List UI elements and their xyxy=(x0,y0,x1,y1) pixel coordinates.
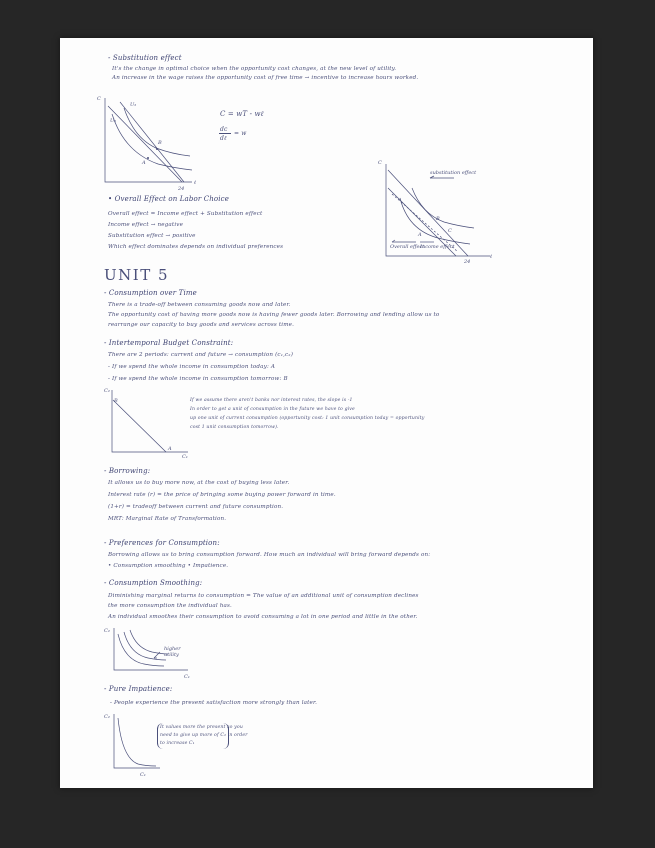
graph2-c-label: C xyxy=(378,160,382,166)
consumption-time-line-2: The opportunity cost of having more goods now is having fewer goods later. Borrowing and lending allow us to xyxy=(108,312,440,318)
impatience-note-line-1: It values more the present so you xyxy=(160,725,243,730)
budget-constraint-graph xyxy=(104,386,189,460)
budget-note-line-3: up one unit of current consumption (opportunity cost: 1 unit consumption today = opportunity xyxy=(190,416,425,421)
overall-line-4: Which effect dominates depends on individual preferences xyxy=(108,244,284,250)
budget-heading: - Intertemporal Budget Constraint: xyxy=(104,339,234,347)
borrowing-line-1: It allows us to buy more now, at the cost of buying less later. xyxy=(108,480,290,486)
smoothing-heading: - Consumption Smoothing: xyxy=(104,579,203,587)
consumption-time-line-1: There is a trade-off between consuming goods now and later. xyxy=(108,302,291,308)
graph1-l-label: ℓ xyxy=(194,180,197,186)
budget-note-line-4: cost 1 unit consumption tomorrow). xyxy=(190,425,279,430)
graph5-c1-label: C₁ xyxy=(140,772,146,778)
graph2-a-label: A xyxy=(418,232,422,238)
impatience-graph xyxy=(104,710,164,780)
graph4-higher-label: higher xyxy=(164,646,181,652)
graph3-a-label: A xyxy=(168,446,172,452)
graph4-c1-label: C₁ xyxy=(184,674,190,680)
smoothing-line-3: An individual smoothes their consumption to avoid consuming a lot in one period and little in the other. xyxy=(108,614,418,620)
formula-dc: dc xyxy=(220,126,228,133)
impatience-heading: - Pure Impatience: xyxy=(104,685,173,693)
smoothing-line-1: Diminishing marginal returns to consumption = The value of an additional unit of consumption declines xyxy=(108,593,419,599)
graph1-c-label: C xyxy=(97,96,101,102)
preferences-line-2: • Consumption smoothing • Impatience. xyxy=(108,563,229,569)
graph2-income-label: Income effect xyxy=(420,244,455,250)
graph2-overall-label: Overall effect xyxy=(390,244,425,250)
preferences-line-1: Borrowing allows us to bring consumption forward. How much an individual will bring forward depends on: xyxy=(108,552,431,558)
graph2-l-label: ℓ xyxy=(490,254,493,260)
borrowing-line-2: Interest rate (r) = the price of bringing some buying power forward in time. xyxy=(108,492,336,498)
unit-title: UNIT 5 xyxy=(104,266,170,284)
overall-heading: • Overall Effect on Labor Choice xyxy=(108,195,230,203)
graph3-b-label: B xyxy=(114,398,118,404)
overall-effect-graph xyxy=(378,158,493,263)
formula-dl: dℓ xyxy=(220,135,227,142)
impatience-note-line-2: need to give up more of C₂ in order xyxy=(160,733,248,738)
graph3-c2-label: C₂ xyxy=(104,388,110,394)
smoothing-line-2: the more consumption the individual has. xyxy=(108,603,232,609)
overall-line-1: Overall effect = Income effect + Substitution effect xyxy=(108,211,263,217)
graph1-24-label: 24 xyxy=(178,186,185,192)
borrowing-line-4: MRT: Marginal Rate of Transformation. xyxy=(108,516,227,522)
graph4-c2-label: C₂ xyxy=(104,628,110,634)
graph2-substitution-label: substitution effect xyxy=(430,170,477,176)
graph2-c-point-label: C xyxy=(448,228,452,234)
graph1-b-label: B xyxy=(158,140,162,146)
formula-line-1: C = wT - wℓ xyxy=(220,110,264,118)
formula-rhs: = w xyxy=(234,130,247,137)
substitution-heading: - Substitution effect xyxy=(108,54,182,62)
smoothing-graph xyxy=(104,624,199,679)
substitution-line-2: An increase in the wage raises the opportunity cost of free time → incentive to increase hours worked. xyxy=(112,75,419,81)
budget-line-1: There are 2 periods: current and future → consumption (c₁,c₂) xyxy=(108,352,294,358)
budget-note-line-2: In order to get a unit of consumption in the future we have to give xyxy=(190,407,355,412)
graph2-b-label: B xyxy=(436,216,440,222)
borrowing-heading: - Borrowing: xyxy=(104,467,151,475)
consumption-time-line-3: rearrange our capacity to buy goods and services across time. xyxy=(108,322,295,328)
consumption-time-heading: - Consumption over Time xyxy=(104,289,197,297)
impatience-line-1: - People experience the present satisfaction more strongly than later. xyxy=(110,700,318,706)
graph1-a-label: A xyxy=(142,160,146,166)
budget-line-3: - If we spend the whole income in consumption tomorrow: B xyxy=(108,376,288,382)
graph1-u2-label: U₂ xyxy=(130,102,137,108)
formula-fraction-bar xyxy=(219,133,231,134)
graph5-c2-label: C₂ xyxy=(104,714,110,720)
graph2-24-label: 24 xyxy=(464,259,471,265)
graph4-utility-label: utility xyxy=(164,652,179,658)
substitution-line-1: It's the change in optimal choice when the opportunity cost changes, at the new level of utility. xyxy=(112,66,397,72)
graph1-u1-label: U₁ xyxy=(110,118,117,124)
substitution-graph xyxy=(96,94,196,190)
budget-line-2: - If we spend the whole income in consumption today: A xyxy=(108,364,276,370)
budget-note-line-1: If we assume there aren't banks nor interest rates, the slope is -1 xyxy=(190,398,353,403)
graph3-c1-label: C₁ xyxy=(182,454,188,460)
notebook-page xyxy=(60,38,593,788)
borrowing-line-3: (1+r) = tradeoff between current and future consumption. xyxy=(108,504,284,510)
preferences-heading: - Preferences for Consumption: xyxy=(104,539,220,547)
impatience-note-line-3: to increase C₁ xyxy=(160,741,195,746)
overall-line-3: Substitution effect → positive xyxy=(108,233,196,239)
overall-line-2: Income effect → negative xyxy=(108,222,184,228)
